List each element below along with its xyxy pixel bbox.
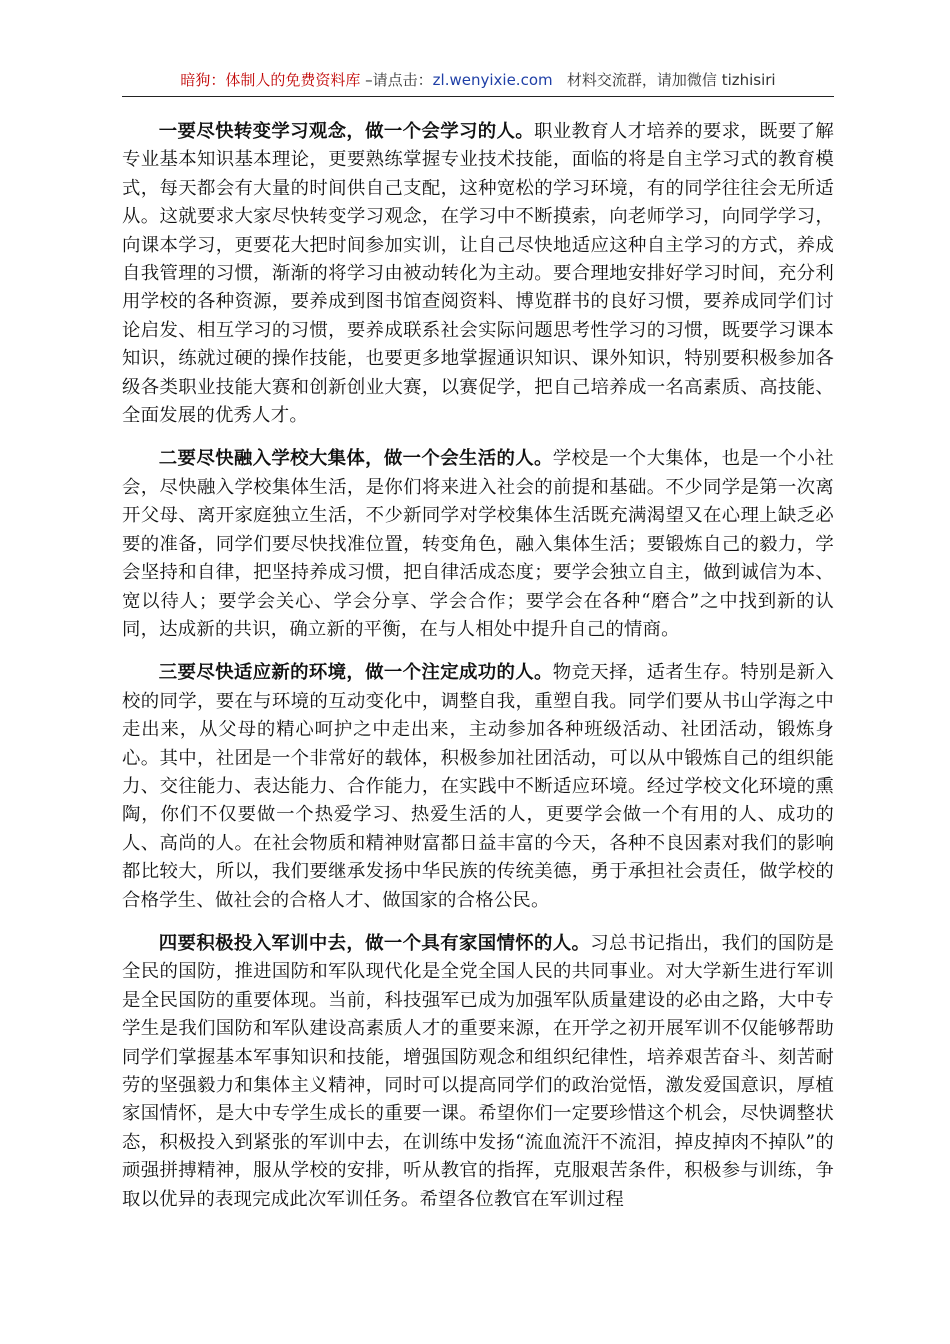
paragraph-4-lead: 四要积极投入军训中去，做一个具有家国情怀的人。: [158, 932, 591, 954]
paragraph-1: [122, 118, 834, 430]
paragraph-3: [122, 659, 834, 915]
header-click-prompt: –请点击：: [360, 71, 433, 89]
header-gap: [553, 71, 567, 89]
header-site-name: 暗狗：体制人的免费资料库: [180, 71, 361, 89]
header-group-text: 材料交流群，请加微信 tizhisiri: [566, 71, 776, 89]
paragraph-4-body: 习总书记指出，我们的国防是全民的国防，推进国防和军队现代化是全党全国人民的共同事业。对大学新生进行军训是全民国防的重要体现。当前，科技强军已成为加强军队质量建设的必由之路，大中专学生是我们国防和军队建设高素质人才的重要来源，在开学之初开展军训不仅能够帮助同学们掌握基本军事知识和技能，增强国防观念和组织纪律性，培养艰苦奋斗、刻苦耐劳的坚强毅力和集体主义精神，同时可以提高同学们的政治觉悟，激发爱国意识，厚植家国情怀，是大中专学生成长的重要一课。希望你们一定要珍惜这个机会，尽快调整状态，积极投入到紧张的军训中去，在训练中发扬“流血流汗不流泪，掉皮掉肉不掉队”的顽强拼搏精神，服从学校的安排，听从教官的指挥，克服艰苦条件，积极参与训练，争取以优异的表现完成此次军训任务。希望各位教官在军训过程: [122, 932, 834, 1210]
document-body: [122, 118, 834, 1229]
paragraph-2: [122, 445, 834, 644]
paragraph-3-body: 物竞天择，适者生存。特别是新入校的同学，要在与环境的互动变化中，调整自我，重塑自我。同学们要从书山学海之中走出来，从父母的精心呵护之中走出来，主动参加各种班级活动、社团活动，锻炼身心。其中，社团是一个非常好的载体，积极参加社团活动，可以从中锻炼自己的组织能力、交往能力、表达能力、合作能力，在实践中不断适应环境。经过学校文化环境的熏陶，你们不仅要做一个热爱学习、热爱生活的人，更要学会做一个有用的人、成功的人、高尚的人。在社会物质和精神财富都日益丰富的今天，各种不良因素对我们的影响都比较大，所以，我们要继承发扬中华民族的传统美德，勇于承担社会责任，做学校的合格学生、做社会的合格人才、做国家的合格公民。: [122, 662, 834, 911]
header-url-link[interactable]: zl.wenyixie.com: [432, 71, 553, 89]
paragraph-1-body: 职业教育人才培养的要求，既要了解专业基本知识基本理论，更要熟练掌握专业技术技能，面临的将是自主学习式的教育模式，每天都会有大量的时间供自己支配，这种宽松的学习环境，有的同学往往会无所适从。这就要求大家尽快转变学习观念，在学习中不断摸索，向老师学习，向同学学习，向课本学习，更要花大把时间参加实训，让自己尽快地适应这种自主学习的方式，养成自我管理的习惯，渐渐的将学习由被动转化为主动。要合理地安排好学习时间，充分利用学校的各种资源，要养成到图书馆查阅资料、博览群书的良好习惯，要养成同学们讨论启发、相互学习的习惯，要养成联系社会实际问题思考性学习的习惯，既要学习课本知识，练就过硬的操作技能，也要更多地掌握通识知识、课外知识，特别要积极参加各级各类职业技能大赛和创新创业大赛，以赛促学，把自己培养成一名高素质、高技能、全面发展的优秀人才。: [122, 121, 834, 427]
paragraph-3-lead: 三要尽快适应新的环境，做一个注定成功的人。: [158, 662, 553, 684]
paragraph-2-lead: 二要尽快融入学校大集体，做一个会生活的人。: [158, 448, 553, 470]
paragraph-1-lead: 一要尽快转变学习观念，做一个会学习的人。: [158, 121, 534, 142]
paragraph-2-body: 学校是一个大集体，也是一个小社会，尽快融入学校集体生活，是你们将来进入社会的前提和基础。不少同学是第一次离开父母、离开家庭独立生活，不少新同学对学校集体生活既充满渴望又在心理上缺乏必要的准备，同学们要尽快找准位置，转变角色，融入集体生活；要锻炼自己的毅力，学会坚持和自律，把坚持养成习惯，把自律活成态度；要学会独立自主，做到诚信为本、宽以待人；要学会关心、学会分享、学会合作；要学会在各种“磨合”之中找到新的认同，达成新的共识，确立新的平衡，在与人相处中提升自己的情商。: [122, 448, 834, 640]
paragraph-4: [122, 930, 834, 1214]
page-header: [122, 68, 834, 97]
